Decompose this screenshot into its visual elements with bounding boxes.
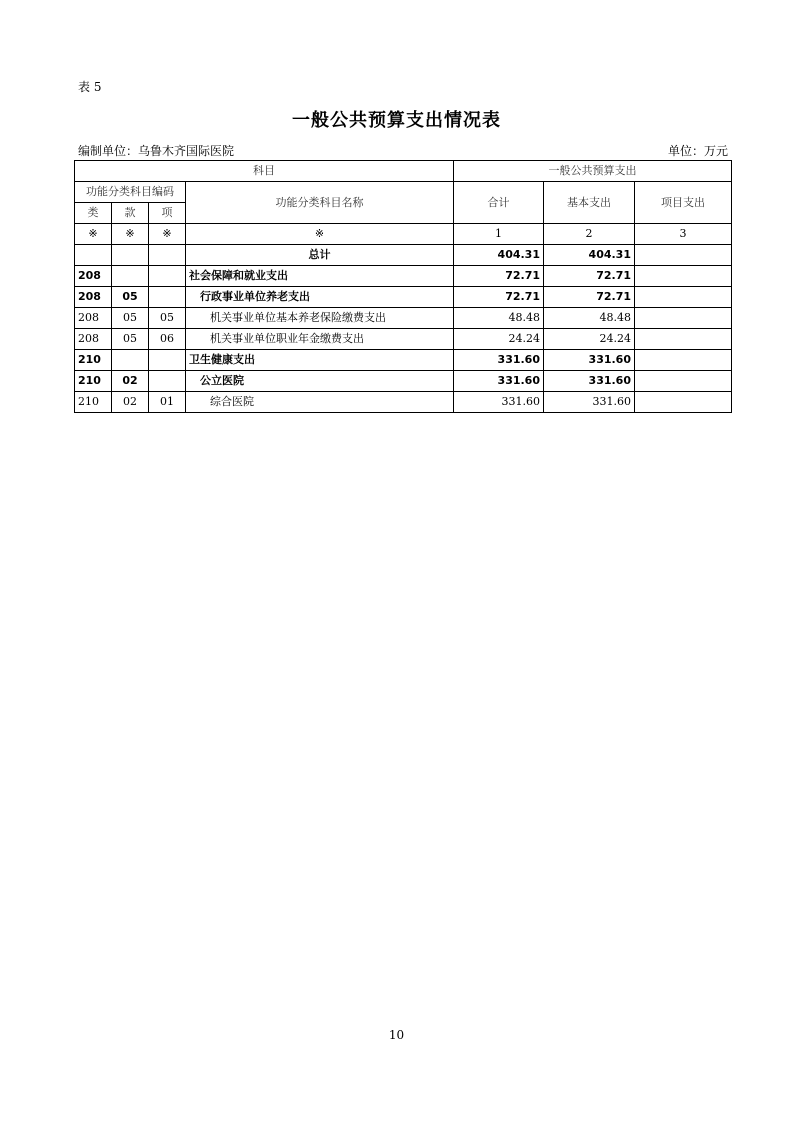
row-lei-code: 210 <box>75 350 112 371</box>
marker-basic: 2 <box>544 224 635 245</box>
row-xiang-code <box>149 371 186 392</box>
table-row <box>75 371 732 392</box>
marker-total: 1 <box>454 224 544 245</box>
header-general-budget: 一般公共预算支出 <box>454 161 732 182</box>
marker-row <box>75 224 732 245</box>
row-project <box>635 371 732 392</box>
marker-lei: ※ <box>75 224 112 245</box>
total-project <box>635 245 732 266</box>
row-xiang-code: 05 <box>149 308 186 329</box>
header-row-1 <box>75 161 732 182</box>
row-total: 331.60 <box>454 371 544 392</box>
row-xiang-code: 01 <box>149 392 186 413</box>
row-project <box>635 392 732 413</box>
row-func-name: 综合医院 <box>186 392 454 413</box>
row-kuan-code: 02 <box>112 371 149 392</box>
row-basic: 24.24 <box>544 329 635 350</box>
row-kuan-code <box>112 266 149 287</box>
row-xiang-code <box>149 266 186 287</box>
header-kuan: 款 <box>112 203 149 224</box>
row-func-name: 行政事业单位养老支出 <box>186 287 454 308</box>
header-func-code: 功能分类科目编码 <box>75 182 186 203</box>
marker-xiang: ※ <box>149 224 186 245</box>
row-func-name: 卫生健康支出 <box>186 350 454 371</box>
row-basic: 331.60 <box>544 392 635 413</box>
row-project <box>635 350 732 371</box>
page-number: 10 <box>388 1028 405 1042</box>
marker-kuan: ※ <box>112 224 149 245</box>
header-lei: 类 <box>75 203 112 224</box>
row-kuan-code: 02 <box>112 392 149 413</box>
row-xiang-code <box>149 350 186 371</box>
row-project <box>635 287 732 308</box>
total-row <box>75 245 732 266</box>
row-func-name: 公立医院 <box>186 371 454 392</box>
table-row <box>75 308 732 329</box>
currency-unit: 单位：万元 <box>667 144 728 158</box>
row-kuan-code: 05 <box>112 308 149 329</box>
row-func-name: 机关事业单位基本养老保险缴费支出 <box>186 308 454 329</box>
row-lei-code: 208 <box>75 266 112 287</box>
total-basic: 404.31 <box>544 245 635 266</box>
header-project: 项目支出 <box>635 182 732 224</box>
table-row <box>75 392 732 413</box>
row-lei-code: 208 <box>75 287 112 308</box>
header-func-name: 功能分类科目名称 <box>186 182 454 224</box>
header-total: 合计 <box>454 182 544 224</box>
row-kuan-code <box>112 350 149 371</box>
row-kuan-code: 05 <box>112 329 149 350</box>
total-label: 总计 <box>186 245 454 266</box>
row-basic: 48.48 <box>544 308 635 329</box>
page-title: 一般公共预算支出情况表 <box>292 110 501 131</box>
row-total: 331.60 <box>454 350 544 371</box>
row-func-name: 机关事业单位职业年金缴费支出 <box>186 329 454 350</box>
row-func-name: 社会保障和就业支出 <box>186 266 454 287</box>
table-row <box>75 329 732 350</box>
marker-name: ※ <box>186 224 454 245</box>
row-lei-code: 208 <box>75 308 112 329</box>
table-label: 表 5 <box>78 80 102 94</box>
row-basic: 72.71 <box>544 266 635 287</box>
row-lei-code: 210 <box>75 392 112 413</box>
row-project <box>635 266 732 287</box>
row-lei-code: 208 <box>75 329 112 350</box>
row-total: 48.48 <box>454 308 544 329</box>
header-subject: 科目 <box>75 161 454 182</box>
table-row <box>75 350 732 371</box>
budget-table <box>74 160 732 413</box>
row-total: 72.71 <box>454 287 544 308</box>
marker-project: 3 <box>635 224 732 245</box>
row-kuan-code: 05 <box>112 287 149 308</box>
row-total: 331.60 <box>454 392 544 413</box>
row-basic: 331.60 <box>544 371 635 392</box>
row-xiang-code: 06 <box>149 329 186 350</box>
header-xiang: 项 <box>149 203 186 224</box>
row-basic: 72.71 <box>544 287 635 308</box>
row-project <box>635 329 732 350</box>
header-basic: 基本支出 <box>544 182 635 224</box>
row-total: 24.24 <box>454 329 544 350</box>
compiler-unit: 编制单位：乌鲁木齐国际医院 <box>78 144 235 158</box>
row-xiang-code <box>149 287 186 308</box>
row-project <box>635 308 732 329</box>
total-amount: 404.31 <box>454 245 544 266</box>
table-row <box>75 287 732 308</box>
table-row <box>75 266 732 287</box>
row-basic: 331.60 <box>544 350 635 371</box>
row-lei-code: 210 <box>75 371 112 392</box>
row-total: 72.71 <box>454 266 544 287</box>
header-row-2 <box>75 182 732 203</box>
